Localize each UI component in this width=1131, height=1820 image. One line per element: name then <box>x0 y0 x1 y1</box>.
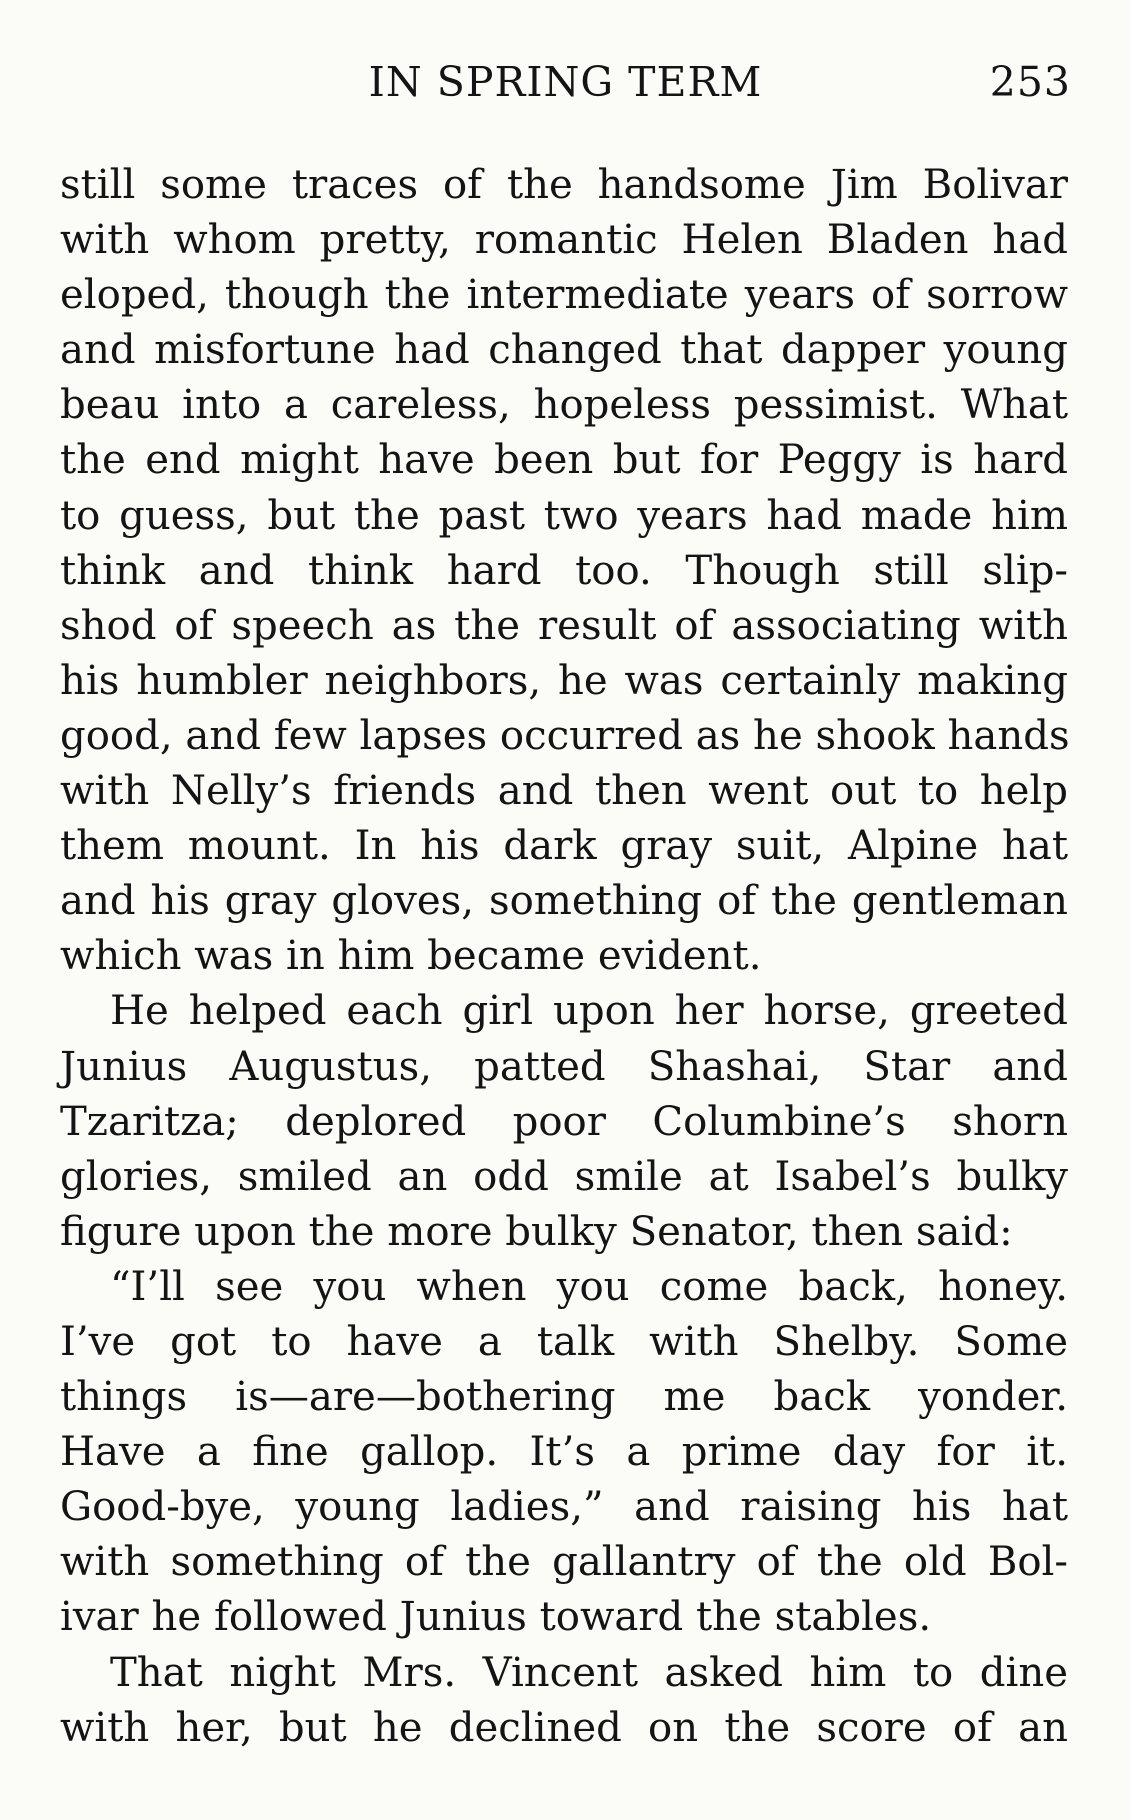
text-line: shod of speech as the result of associating with <box>60 602 1068 649</box>
text-line: I’ve got to have a talk with Shelby. Some <box>60 1318 1068 1365</box>
text-line: and misfortune had changed that dapper young <box>60 327 1068 374</box>
text-line: Junius Augustus, patted Shashai, Star and <box>60 1043 1068 1090</box>
text-line: glories, smiled an odd smile at Isabel’s bulky <box>60 1153 1068 1200</box>
text-line: beau into a careless, hopeless pessimist. What <box>60 382 1068 429</box>
text-line: eloped, though the intermediate years of sorrow <box>60 272 1068 319</box>
paragraph-last-line: ivar he followed Junius toward the stables. <box>60 1594 932 1641</box>
text-line: think and think hard too. Though still slip- <box>60 547 1068 594</box>
paragraph-first-line: That night Mrs. Vincent asked him to dine <box>110 1649 1068 1696</box>
text-line: Have a fine gallop. It’s a prime day for it. <box>60 1429 1068 1476</box>
running-title: IN SPRING TERM <box>368 58 763 106</box>
text-line: the end might have been but for Peggy is hard <box>60 437 1068 484</box>
text-line: with Nelly’s friends and then went out to help <box>60 768 1068 815</box>
text-line: with her, but he declined on the score of an <box>60 1704 1068 1751</box>
text-line: and his gray gloves, something of the gentleman <box>60 878 1068 925</box>
paragraph-first-line: He helped each girl upon her horse, greeted <box>110 988 1068 1035</box>
text-line: his humbler neighbors, he was certainly making <box>60 657 1068 704</box>
text-line: with whom pretty, romantic Helen Bladen had <box>60 217 1068 264</box>
text-line: to guess, but the past two years had made him <box>60 492 1068 539</box>
text-line: things is—are—bothering me back yonder. <box>60 1374 1068 1421</box>
text-line: still some traces of the handsome Jim Bolivar <box>60 162 1068 208</box>
paragraph-last-line: figure upon the more bulky Senator, then said: <box>60 1208 1013 1255</box>
text-line: with something of the gallantry of the old Bol- <box>60 1539 1068 1586</box>
text-line: them mount. In his dark gray suit, Alpine hat <box>60 823 1068 870</box>
running-head <box>60 58 1071 118</box>
text-line: Good-bye, young ladies,” and raising his hat <box>60 1484 1068 1531</box>
paragraph-first-line: “I’ll see you when you come back, honey. <box>110 1263 1068 1310</box>
page-number: 253 <box>989 58 1071 106</box>
body-text <box>60 158 1068 1756</box>
paragraph-last-line: which was in him became evident. <box>60 933 762 980</box>
text-line: good, and few lapses occurred as he shook hands <box>60 712 1070 759</box>
text-line: Tzaritza; deplored poor Columbine’s shorn <box>60 1098 1068 1145</box>
